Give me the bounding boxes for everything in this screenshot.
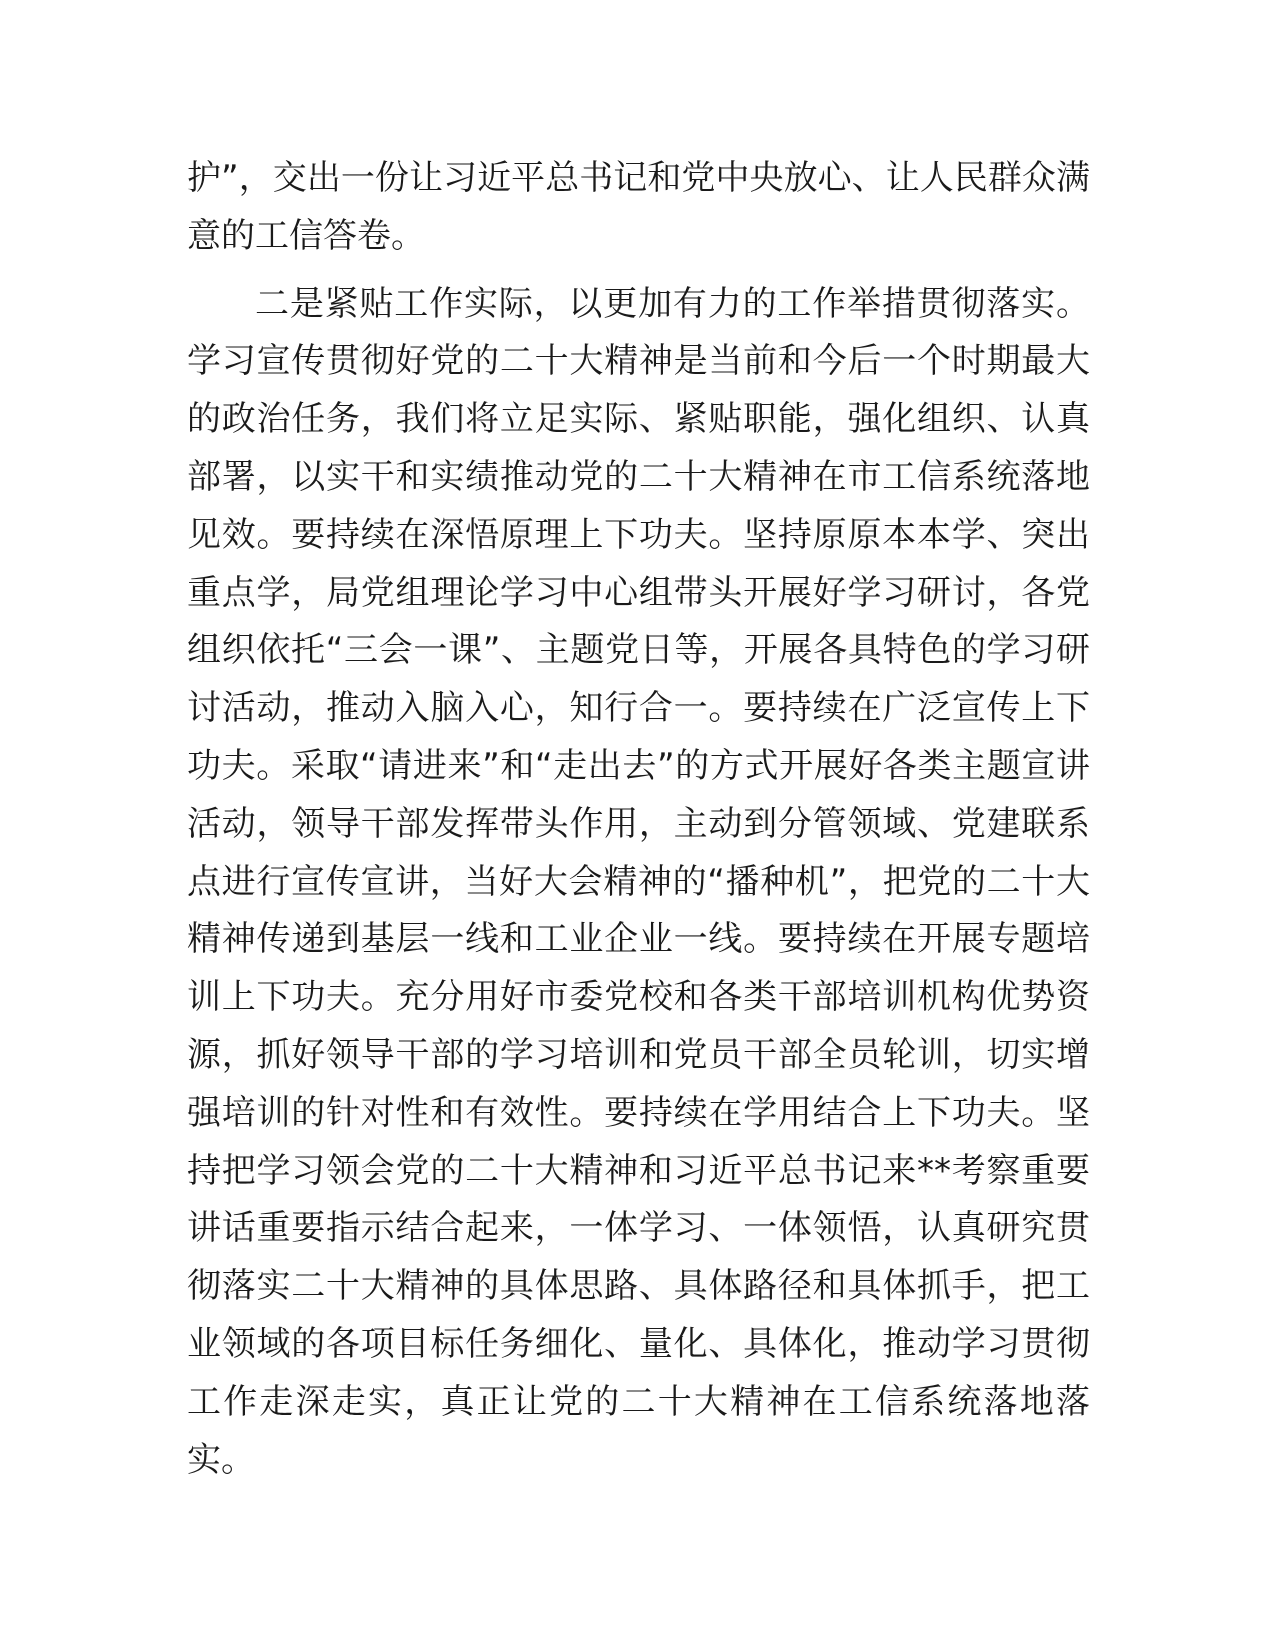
paragraph-continued: 护”，交出一份让习近平总书记和党中央放心、让人民群众满意的工信答卷。 xyxy=(187,158,1090,256)
paragraph-second-point: 二是紧贴工作实际，以更加有力的工作举措贯彻落实。学习宣传贯彻好党的二十大精神是当前和今后一个时期最大的政治任务，我们将立足实际、紧贴职能，强化组织、认真部署，以实干和实绩推动党的二十大精神在市工信系统落地见效。要持续在深悟原理上下功夫。坚持原原本本学、突出重点学，局党组理论学习中心组带头开展好学习研讨，各党组织依托“三会一课”、主题党日等，开展各具特色的学习研讨活动，推动入脑入心，知行合一。要持续在广泛宣传上下功夫。采取“请进来”和“走出去”的方式开展好各类主题宣讲活动，领导干部发挥带头作用，主动到分管领域、党建联系点进行宣传宣讲，当好大会精神的“播种机”，把党的二十大精神传递到基层一线和工业企业一线。要持续在开展专题培训上下功夫。充分用好市委党校和各类干部培训机构优势资源，抓好领导干部的学习培训和党员干部全员轮训，切实增强培训的针对性和有效性。要持续在学用结合上下功夫。坚持把学习领会党的二十大精神和习近平总书记来**考察重要讲话重要指示结合起来，一体学习、一体领悟，认真研究贯彻落实二十大精神的具体思路、具体路径和具体抓手，把工业领域的各项目标任务细化、量化、具体化，推动学习贯彻工作走深走实，真正让党的二十大精神在工信系统落地落实。 xyxy=(187,283,1090,1480)
document-body xyxy=(187,150,1090,1489)
